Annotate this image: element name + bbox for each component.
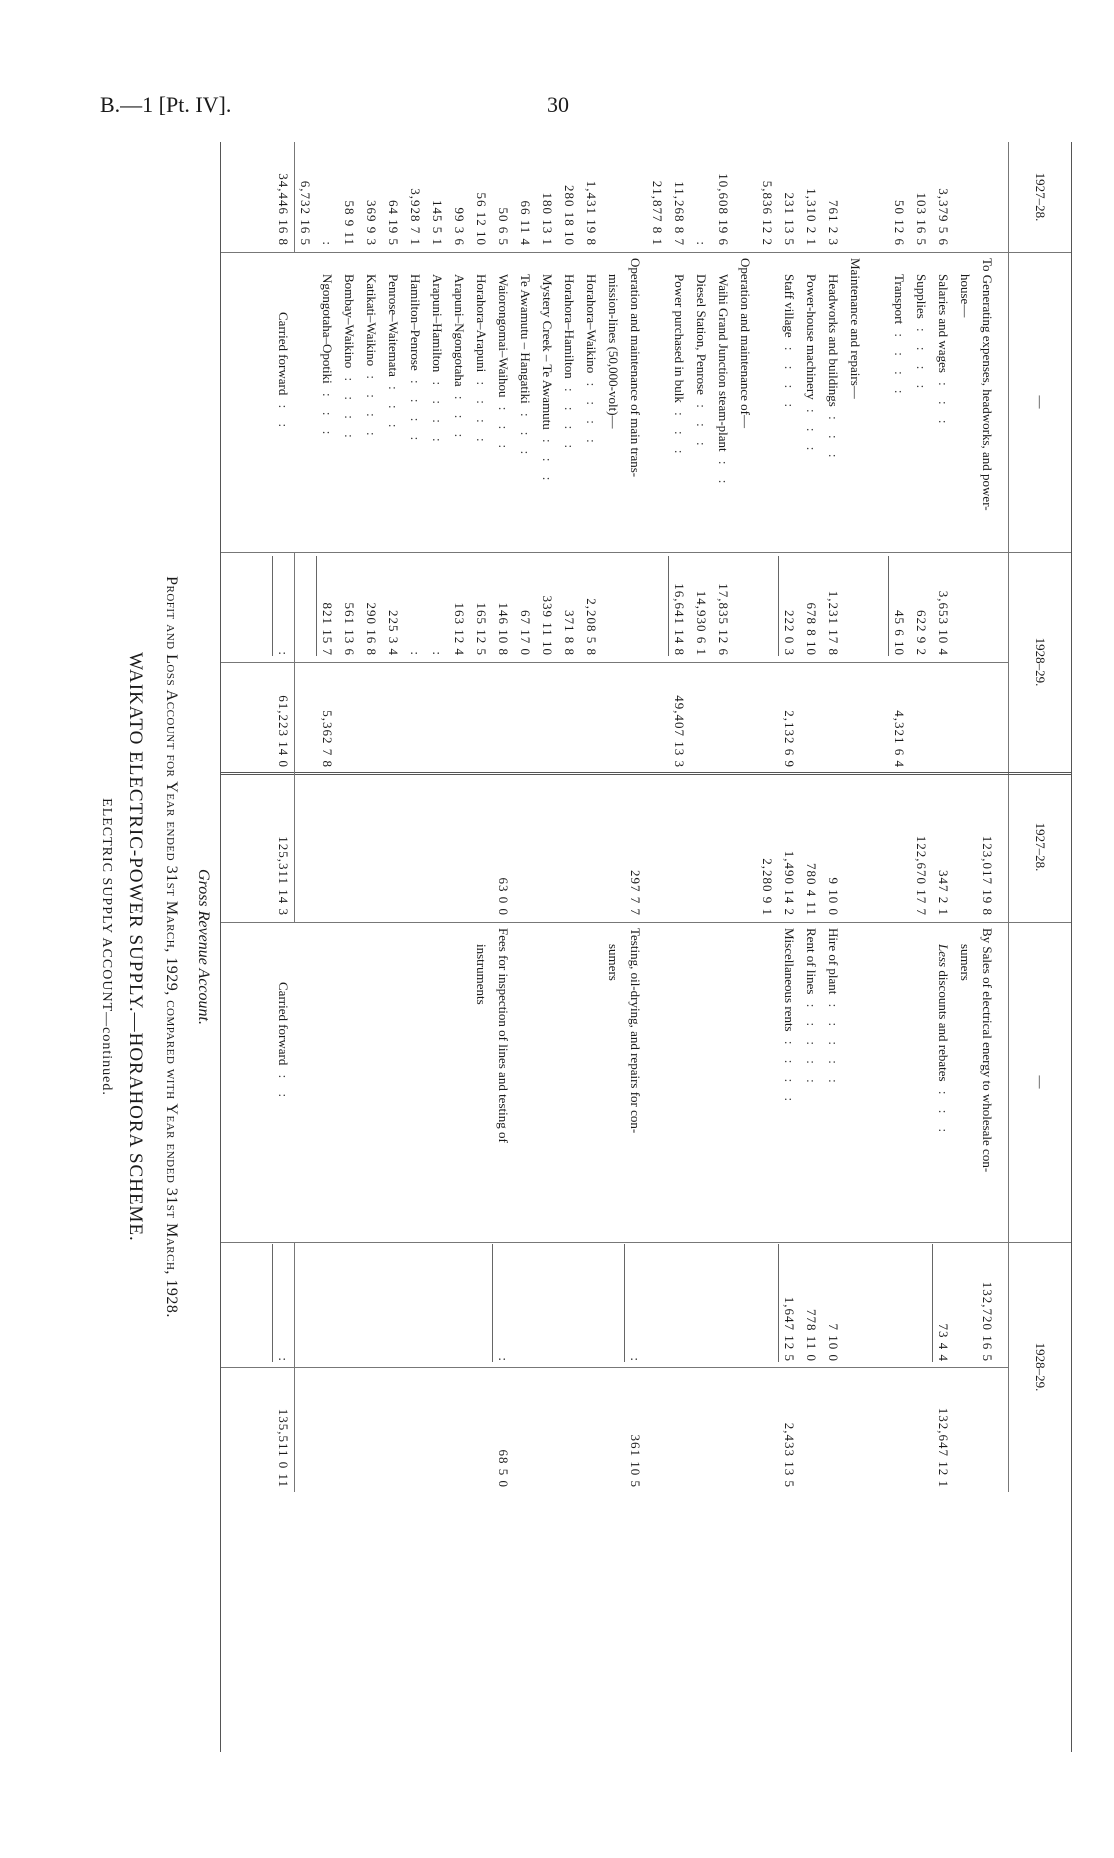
amount-1928-29-item: 1,231 17 8 [826, 590, 841, 656]
amount-1928-29-item: : [276, 1357, 291, 1362]
line-description [891, 928, 907, 1238]
line-description: Carried forward : : [276, 982, 291, 1104]
amount-1928-29-item [385, 1244, 401, 1362]
amount-1927-28 [737, 774, 753, 916]
amount-1927-28 [407, 774, 423, 916]
line-description: Carried forward : : [276, 312, 291, 434]
amount-1928-29-total: 49,407 13 3 [672, 695, 687, 768]
amount-1928-29-total [583, 664, 599, 768]
rule [221, 1242, 1071, 1243]
amount-1927-28: 64 19 5 [386, 200, 401, 246]
line-description: Power-house machinery : : : [804, 274, 819, 457]
amount-1928-29-total [715, 664, 731, 768]
amount-1927-28 [979, 146, 995, 246]
line-description [297, 258, 313, 548]
amount-1927-28 [561, 774, 577, 916]
amount-1928-29-item [517, 1244, 533, 1362]
amount-1928-29-item: : [496, 1357, 511, 1362]
line-description [869, 258, 885, 548]
amount-1928-29-item [429, 1244, 445, 1362]
amount-1927-28 [451, 774, 467, 916]
amount-1928-29-total [957, 1370, 973, 1488]
amount-1928-29-item: : [430, 651, 445, 656]
rule [221, 252, 1071, 253]
amount-1927-28 [957, 774, 973, 916]
amount-1928-29-total [495, 664, 511, 768]
amount-1927-28: 66 11 4 [518, 200, 533, 246]
amount-1927-28: 1,490 14 2 [782, 850, 797, 916]
amount-1928-29-total [891, 1370, 907, 1488]
amount-1928-29-item: 7 10 0 [826, 1323, 841, 1362]
amount-1928-29-item [671, 1244, 687, 1362]
amount-1927-28: 50 6 5 [496, 207, 511, 246]
amount-1928-29-item [737, 556, 753, 656]
line-description: Waiorongomai–Waihou : : : [496, 274, 511, 455]
document-reference: B.—1 [Pt. IV]. [100, 92, 232, 117]
subtotal-rule [624, 1244, 625, 1362]
rule [221, 1367, 1009, 1368]
amount-1928-29-total [957, 664, 973, 768]
line-description: Horahora–Hamilton : : : : [562, 274, 577, 455]
line-description: Operation and maintenance of— [738, 258, 753, 429]
amount-1928-29-total: 2,433 13 5 [782, 1422, 797, 1488]
amount-1928-29-item [847, 556, 863, 656]
line-description [363, 928, 379, 1238]
line-description: Staff village : : : : [782, 274, 797, 414]
amount-1928-29-item [539, 1244, 555, 1362]
amount-1928-29-total: 68 5 0 [496, 1449, 511, 1488]
amount-1928-29-total [429, 1370, 445, 1488]
amount-1927-28 [737, 146, 753, 246]
line-description: Less discounts and rebates : : : [936, 944, 951, 1139]
line-description: Te Awamutu – Hangatiki : : : [518, 274, 533, 461]
amount-1928-29-item [605, 556, 621, 656]
amount-1927-28: : [694, 241, 709, 246]
line-description: By Sales of electrical energy to wholesale con- [980, 928, 995, 1173]
line-description [847, 928, 863, 1238]
amount-1928-29-total [737, 664, 753, 768]
amount-1928-29-total [385, 1370, 401, 1488]
amount-1927-28: 231 13 5 [782, 192, 797, 246]
line-description [693, 928, 709, 1238]
scheme-title: WAIKATO ELECTRIC-POWER SUPPLY.—HORAHORA SCHEME. [125, 652, 146, 1242]
amount-1928-29-total [561, 1370, 577, 1488]
amount-1927-28: 58 9 11 [342, 200, 357, 246]
line-description [341, 928, 357, 1238]
amount-1928-29-total [825, 1370, 841, 1488]
amount-1928-29-total [869, 664, 885, 768]
total-rule [294, 1242, 295, 1492]
line-description: Operation and maintenance of main trans- [628, 258, 643, 478]
amount-1927-28: 3,379 5 6 [936, 188, 951, 246]
amount-1928-29-item [363, 1244, 379, 1362]
line-description: Katikati–Waikino : : : : [364, 274, 379, 442]
amount-1928-29-total [715, 1370, 731, 1488]
amount-1927-28: 347 2 1 [936, 870, 951, 916]
amount-1927-28: 3,928 7 1 [408, 188, 423, 246]
dr-prev-header: 1927–28. [1008, 142, 1071, 252]
line-description: Power purchased in bulk : : : [672, 274, 687, 460]
amount-1928-29-total [693, 664, 709, 768]
amount-1928-29-item [759, 556, 775, 656]
amount-1928-29-item [649, 1244, 665, 1362]
section-title: ELECTRIC SUPPLY ACCOUNT—continued. [99, 798, 114, 1096]
amount-1928-29-total [363, 664, 379, 768]
amount-1928-29-item [605, 1244, 621, 1362]
line-description [517, 928, 533, 1238]
amount-1927-28: 103 16 5 [914, 192, 929, 246]
line-description: Maintenance and repairs— [848, 258, 863, 399]
amount-1928-29-total [605, 1370, 621, 1488]
amount-1928-29-total [539, 1370, 555, 1488]
amount-1928-29-item: 14,930 6 1 [694, 590, 709, 656]
amount-1928-29-item: 778 11 0 [804, 1308, 819, 1362]
amount-1927-28 [627, 146, 643, 246]
amount-1927-28 [583, 774, 599, 916]
amount-1928-29-item: 222 0 3 [782, 610, 797, 656]
subtotal-rule [668, 556, 669, 656]
line-description: Rent of lines : : : : : [804, 928, 819, 1089]
page-number: 30 [547, 92, 569, 117]
amount-1928-29-item [649, 556, 665, 656]
amount-1928-29-total [297, 1370, 313, 1488]
amount-1928-29-item: 225 3 4 [386, 610, 401, 656]
amount-1927-28: 2,280 9 1 [760, 858, 775, 916]
amount-1928-29-item [473, 1244, 489, 1362]
amount-1928-29-item: 678 8 10 [804, 602, 819, 656]
line-description [539, 928, 555, 1238]
subtotal-rule [778, 556, 779, 656]
amount-1928-29-item [583, 1244, 599, 1362]
amount-1927-28 [671, 774, 687, 916]
line-description [649, 258, 665, 548]
rule [221, 552, 1071, 553]
amount-1928-29-total [517, 1370, 533, 1488]
amount-1928-29-total: 4,321 6 4 [892, 710, 907, 768]
amount-1928-29-total [451, 664, 467, 768]
amount-1928-29-item [693, 1244, 709, 1362]
amount-1927-28: 50 12 6 [892, 200, 907, 246]
amount-1928-29-total [473, 664, 489, 768]
line-description: Arapuni–Hamilton : : : : [430, 274, 445, 448]
cr-prev-header: 1927–28. [1008, 772, 1071, 922]
line-description: house— [958, 274, 973, 318]
amount-1928-29-item: : [408, 651, 423, 656]
amount-1927-28: 34,446 16 8 [276, 173, 291, 246]
amount-1928-29-item [451, 1244, 467, 1362]
amount-1927-28: 761 2 3 [826, 200, 841, 246]
amount-1927-28 [891, 774, 907, 916]
line-description: Mystery Creek – Te Awamutu : : : [540, 274, 555, 487]
amount-1927-28 [429, 774, 445, 916]
amount-1928-29-item: 290 16 8 [364, 602, 379, 656]
amount-1927-28 [319, 774, 335, 916]
amount-1928-29-total [583, 1370, 599, 1488]
amount-1927-28 [649, 774, 665, 916]
line-description [869, 928, 885, 1238]
line-description: Horahora–Waikino : : : : [584, 274, 599, 449]
line-description: Transport : : : : [892, 274, 907, 400]
amount-1927-28 [869, 774, 885, 916]
amount-1928-29-item: 67 17 0 [518, 610, 533, 656]
line-description: instruments [474, 944, 489, 1005]
line-description [759, 258, 775, 548]
amount-1928-29-item [319, 1244, 335, 1362]
amount-1928-29-total: 2,132 6 9 [782, 710, 797, 768]
line-description [385, 928, 401, 1238]
rotated-page [72, 142, 1072, 1752]
amount-1928-29-total [429, 664, 445, 768]
amount-1927-28: 5,836 12 2 [760, 180, 775, 246]
line-description: Headworks and buildings : : : [826, 274, 841, 464]
subtotal-rule [272, 1244, 273, 1362]
amount-1927-28: 369 9 3 [364, 200, 379, 246]
amount-1928-29-item [869, 1244, 885, 1362]
amount-1928-29-item: 132,720 16 5 [980, 1281, 995, 1362]
amount-1928-29-item: 1,647 12 5 [782, 1296, 797, 1362]
subtotal-rule [272, 556, 273, 656]
dr-curr-header: 1928–29. [1008, 552, 1071, 772]
amount-1927-28: 122,670 17 7 [914, 835, 929, 916]
amount-1927-28 [363, 774, 379, 916]
amount-1928-29-total [407, 1370, 423, 1488]
amount-1927-28 [539, 774, 555, 916]
amount-1928-29-total [319, 1370, 335, 1488]
amount-1928-29-total [759, 664, 775, 768]
line-description [649, 928, 665, 1238]
amount-1928-29-total [671, 1370, 687, 1488]
line-description: Horahora–Arapuni : : : : [474, 274, 489, 448]
amount-1927-28 [385, 774, 401, 916]
amount-1927-28: 297 7 7 [628, 870, 643, 916]
amount-1928-29-item: 339 11 10 [540, 595, 555, 656]
amount-1928-29-total: 61,223 14 0 [276, 695, 291, 768]
line-description [913, 928, 929, 1238]
amount-1928-29-item [341, 1244, 357, 1362]
amount-1928-29-total: 5,362 7 8 [320, 710, 335, 768]
amount-1927-28 [957, 146, 973, 246]
amount-1928-29-total [693, 1370, 709, 1488]
amount-1927-28 [693, 774, 709, 916]
amount-1927-28 [473, 774, 489, 916]
subtotal-rule [932, 1244, 933, 1362]
amount-1928-29-total: 132,647 12 1 [936, 1407, 951, 1488]
amount-1928-29-item: : [628, 1357, 643, 1362]
amount-1928-29-total [297, 664, 313, 768]
amount-1928-29-item: 2,208 5 8 [584, 598, 599, 656]
line-description: Penrose–Waitemata : : : [386, 274, 401, 434]
line-description: Fees for inspection of lines and testing of [496, 928, 511, 1143]
amount-1927-28: 56 12 10 [474, 192, 489, 246]
amount-1928-29-total [869, 1370, 885, 1488]
amount-1927-28 [869, 146, 885, 246]
amount-1928-29-item: 73 4 4 [936, 1323, 951, 1362]
amount-1927-28: 10,608 19 6 [716, 173, 731, 246]
amount-1928-29-total [913, 1370, 929, 1488]
amount-1927-28 [847, 146, 863, 246]
amount-1928-29-total [979, 664, 995, 768]
amount-1928-29-item [891, 1244, 907, 1362]
subtotal-rule [492, 1244, 493, 1362]
line-description: Testing, oil-drying, and repairs for con- [628, 928, 643, 1134]
amount-1928-29-item [561, 1244, 577, 1362]
amount-1927-28 [715, 774, 731, 916]
subtotal-rule [316, 556, 317, 656]
amount-1927-28: 1,310 2 1 [804, 188, 819, 246]
amount-1928-29-item: 165 12 5 [474, 602, 489, 656]
line-description [737, 928, 753, 1238]
total-rule [294, 142, 295, 252]
amount-1928-29-total [737, 1370, 753, 1488]
amount-1927-28: 280 18 10 [562, 185, 577, 246]
amount-1927-28: 99 3 6 [452, 207, 467, 246]
amount-1928-29-item [627, 556, 643, 656]
amount-1928-29-item [913, 1244, 929, 1362]
amount-1928-29-total [825, 664, 841, 768]
cr-curr-header: 1928–29. [1008, 1242, 1071, 1492]
line-description: Hire of plant : : : : : [826, 928, 841, 1089]
amount-1927-28 [341, 774, 357, 916]
dr-desc-header: — [1008, 252, 1071, 552]
account-title: Profit and Loss Account for Year ended 31st March, 1929, compared with Year ended 31st March, 1928. [163, 576, 180, 1318]
line-description: Hamilton–Penrose : : : : [408, 274, 423, 447]
amount-1928-29-total [407, 664, 423, 768]
amount-1928-29-item [759, 1244, 775, 1362]
amount-1928-29-total [649, 664, 665, 768]
amount-1928-29-total [451, 1370, 467, 1488]
amount-1928-29-total [979, 1370, 995, 1488]
amount-1928-29-item [869, 556, 885, 656]
amount-1927-28: : [320, 241, 335, 246]
account-table [220, 142, 1072, 1752]
amount-1928-29-total [341, 1370, 357, 1488]
amount-1928-29-item [715, 1244, 731, 1362]
amount-1927-28: 123,017 19 8 [980, 835, 995, 916]
amount-1927-28: 1,431 19 8 [584, 180, 599, 246]
amount-1928-29-total [759, 1370, 775, 1488]
total-rule [294, 772, 295, 922]
amount-1928-29-total [803, 1370, 819, 1488]
amount-1928-29-total [341, 664, 357, 768]
amount-1927-28: 180 13 1 [540, 192, 555, 246]
line-description: Salaries and wages : : : [936, 274, 951, 430]
amount-1928-29-item: 163 12 4 [452, 602, 467, 656]
amount-1928-29-item: 821 15 7 [320, 602, 335, 656]
amount-1928-29-item [407, 1244, 423, 1362]
total-rule [294, 552, 295, 772]
line-description [429, 928, 445, 1238]
amount-1928-29-item: 371 8 8 [562, 610, 577, 656]
cr-desc-header: — [1008, 922, 1071, 1242]
amount-1927-28: 145 5 1 [430, 200, 445, 246]
line-description: sumers [606, 944, 621, 981]
amount-1928-29-item: 45 6 10 [892, 610, 907, 656]
line-description: sumers [958, 944, 973, 981]
amount-1928-29-item: 17,835 12 6 [716, 583, 731, 656]
amount-1928-29-total [605, 664, 621, 768]
amount-1928-29-item [297, 556, 313, 656]
line-description: mission-lines (50,000-volt)— [606, 274, 621, 429]
line-description [451, 928, 467, 1238]
line-description [759, 928, 775, 1238]
line-description [407, 928, 423, 1238]
amount-1928-29-item: 146 10 8 [496, 602, 511, 656]
account-subtitle: Gross Revenue Account. [195, 869, 212, 1025]
amount-1927-28 [297, 774, 313, 916]
amount-1927-28 [605, 774, 621, 916]
amount-1927-28: 21,877 8 1 [650, 180, 665, 246]
line-description [671, 928, 687, 1238]
rule [221, 922, 1071, 923]
amount-1927-28 [605, 146, 621, 246]
line-description: Supplies : : : : [914, 274, 929, 395]
amount-1928-29-item: 561 13 6 [342, 602, 357, 656]
line-description [715, 928, 731, 1238]
line-description [561, 928, 577, 1238]
subtotal-rule [888, 556, 889, 656]
amount-1927-28: 6,732 16 5 [298, 180, 313, 246]
amount-1928-29-item [957, 556, 973, 656]
amount-1928-29-total [847, 1370, 863, 1488]
amount-1928-29-total [473, 1370, 489, 1488]
line-description: Diesel Station, Penrose : : : [694, 274, 709, 452]
amount-1927-28: 9 10 0 [826, 877, 841, 916]
amount-1928-29-item: 3,653 10 4 [936, 590, 951, 656]
amount-1927-28: 780 4 11 [804, 862, 819, 916]
amount-1928-29-total [539, 664, 555, 768]
line-description: Ngongotaha–Opotiki : : : [320, 274, 335, 441]
amount-1928-29-total [561, 664, 577, 768]
amount-1928-29-total [913, 664, 929, 768]
line-description [583, 928, 599, 1238]
amount-1927-28: 125,311 14 3 [276, 836, 291, 916]
amount-1928-29-total: 361 10 5 [628, 1434, 643, 1488]
rule [221, 662, 1009, 663]
amount-1928-29-item [957, 1244, 973, 1362]
amount-1927-28: 11,268 8 7 [672, 181, 687, 246]
amount-1928-29-total [627, 664, 643, 768]
amount-1927-28: 63 0 0 [496, 877, 511, 916]
amount-1928-29-total: 135,511 0 11 [276, 1408, 291, 1488]
amount-1928-29-item: : [276, 651, 291, 656]
amount-1928-29-item [737, 1244, 753, 1362]
amount-1928-29-total [935, 664, 951, 768]
line-description: To Generating expenses, headworks, and power- [980, 258, 995, 511]
line-description: Miscellaneous rents : : : : [782, 928, 797, 1108]
amount-1928-29-total [517, 664, 533, 768]
line-description [319, 928, 335, 1238]
line-description: Arapuni–Ngongotaha : : : [452, 274, 467, 444]
amount-1928-29-item: 16,641 14 8 [672, 583, 687, 656]
line-description [297, 928, 313, 1238]
line-description: Waihi Grand Junction steam-plant : : [716, 274, 731, 490]
amount-1928-29-total [363, 1370, 379, 1488]
amount-1928-29-total [803, 664, 819, 768]
amount-1928-29-item [847, 1244, 863, 1362]
amount-1927-28 [847, 774, 863, 916]
amount-1928-29-item [297, 1244, 313, 1362]
amount-1928-29-total [847, 664, 863, 768]
line-description: Bombay–Waikino : : : : [342, 274, 357, 444]
amount-1928-29-item [979, 556, 995, 656]
amount-1928-29-total [649, 1370, 665, 1488]
amount-1928-29-total [385, 664, 401, 768]
amount-1927-28 [517, 774, 533, 916]
subtotal-rule [778, 1244, 779, 1362]
amount-1928-29-item: 622 9 2 [914, 610, 929, 656]
